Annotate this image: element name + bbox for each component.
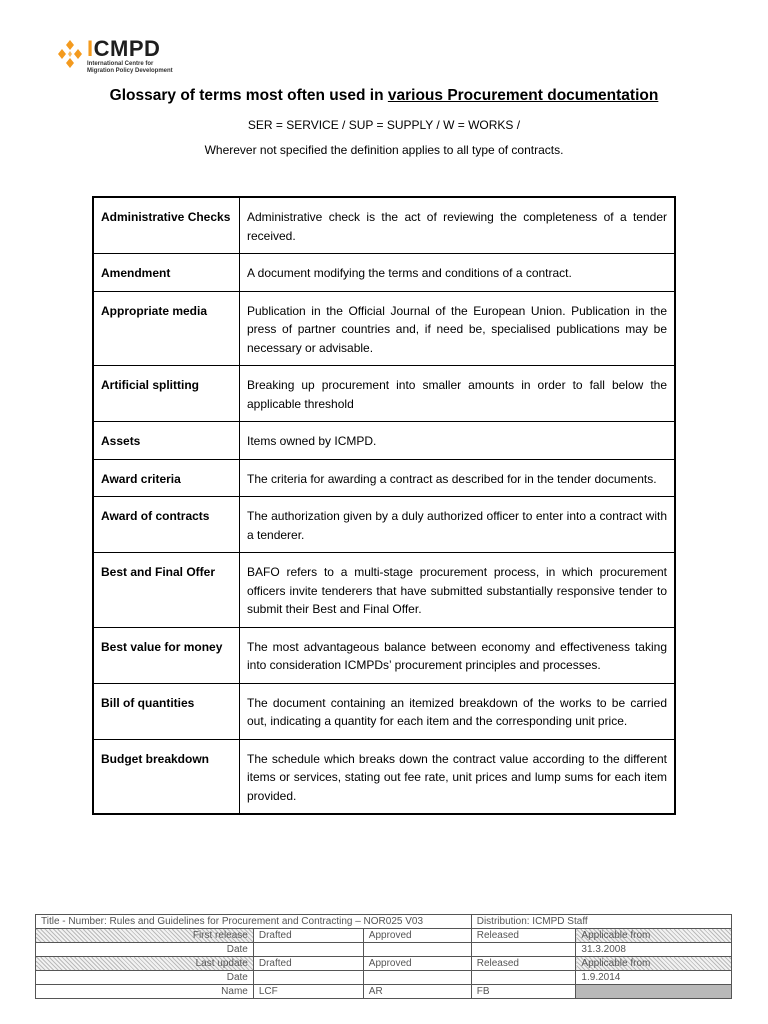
footer-first-date-row bbox=[36, 943, 732, 957]
logo-name: ICMPD bbox=[87, 36, 161, 61]
footer-distribution: Distribution: ICMPD Staff bbox=[471, 915, 731, 929]
footer-update-date-row bbox=[36, 971, 732, 985]
table-row bbox=[93, 739, 675, 814]
glossary-definition: The schedule which breaks down the contract value according to the different items or services, stating out fee rate, unit prices and lump sums for each item provided. bbox=[240, 739, 676, 814]
glossary-definition: Breaking up procurement into smaller amounts in order to fall below the applicable threshold bbox=[240, 366, 676, 422]
footer-last-update-row bbox=[36, 957, 732, 971]
empty-cell bbox=[363, 971, 471, 985]
glossary-table bbox=[92, 196, 676, 815]
icmpd-logo bbox=[57, 38, 173, 75]
glossary-term: Artificial splitting bbox=[93, 366, 240, 422]
drafted-header: Drafted bbox=[253, 929, 363, 943]
glossary-term: Award criteria bbox=[93, 459, 240, 497]
applicable-from-header: Applicable from bbox=[576, 957, 732, 971]
released-name: FB bbox=[471, 985, 576, 999]
glossary-term: Administrative Checks bbox=[93, 197, 240, 254]
applicable-from-header: Applicable from bbox=[576, 929, 732, 943]
definition-note: Wherever not specified the definition applies to all type of contracts. bbox=[204, 143, 564, 157]
table-row bbox=[93, 497, 675, 553]
glossary-term: Bill of quantities bbox=[93, 683, 240, 739]
first-release-label: First release bbox=[36, 929, 254, 943]
released-header: Released bbox=[471, 957, 576, 971]
glossary-term: Best and Final Offer bbox=[93, 553, 240, 628]
glossary-definition: Publication in the Official Journal of the European Union. Publication in the press of partner countries and, if need be, specialised publications may be necessary or advisable. bbox=[240, 291, 676, 366]
logo-subtitle-line2: Migration Policy Development bbox=[87, 68, 173, 74]
approved-header: Approved bbox=[363, 957, 471, 971]
empty-cell bbox=[576, 985, 732, 999]
glossary-term: Best value for money bbox=[93, 627, 240, 683]
page-title bbox=[0, 87, 768, 105]
glossary-term: Budget breakdown bbox=[93, 739, 240, 814]
glossary-definition: Administrative check is the act of reviewing the completeness of a tender received. bbox=[240, 197, 676, 254]
table-row bbox=[93, 422, 675, 460]
glossary-term: Appropriate media bbox=[93, 291, 240, 366]
drafted-header: Drafted bbox=[253, 957, 363, 971]
footer-title: Title - Number: Rules and Guidelines for Procurement and Contracting – NOR025 V03 bbox=[36, 915, 472, 929]
last-update-date: 1.9.2014 bbox=[576, 971, 732, 985]
date-label: Date bbox=[36, 971, 254, 985]
document-control-footer bbox=[35, 914, 732, 999]
title-underlined: various Procurement documentation bbox=[387, 87, 659, 104]
glossary-term: Amendment bbox=[93, 254, 240, 292]
approved-header: Approved bbox=[363, 929, 471, 943]
released-header: Released bbox=[471, 929, 576, 943]
glossary-definition: The authorization given by a duly authorized officer to enter into a contract with a tenderer. bbox=[240, 497, 676, 553]
last-update-label: Last update bbox=[36, 957, 254, 971]
name-label: Name bbox=[36, 985, 254, 999]
empty-cell bbox=[253, 971, 363, 985]
footer-title-row bbox=[36, 915, 732, 929]
footer-name-row bbox=[36, 985, 732, 999]
empty-cell bbox=[363, 943, 471, 957]
table-row bbox=[93, 254, 675, 292]
date-label: Date bbox=[36, 943, 254, 957]
glossary-definition: The document containing an itemized breakdown of the works to be carried out, indicating a quantity for each item and the corresponding unit price. bbox=[240, 683, 676, 739]
title-plain: Glossary of terms most often used in bbox=[109, 87, 388, 104]
glossary-term: Award of contracts bbox=[93, 497, 240, 553]
glossary-term: Assets bbox=[93, 422, 240, 460]
drafted-name: LCF bbox=[253, 985, 363, 999]
glossary-definition: The criteria for awarding a contract as described for in the tender documents. bbox=[240, 459, 676, 497]
abbreviations-line: SER = SERVICE / SUP = SUPPLY / W = WORKS / bbox=[247, 118, 521, 132]
glossary-definition: The most advantageous balance between economy and effectiveness taking into consideration ICMPDs’ procurement principles and processes. bbox=[240, 627, 676, 683]
table-row bbox=[93, 553, 675, 628]
glossary-definition: Items owned by ICMPD. bbox=[240, 422, 676, 460]
footer-first-release-row bbox=[36, 929, 732, 943]
first-release-date: 31.3.2008 bbox=[576, 943, 732, 957]
glossary-definition: A document modifying the terms and conditions of a contract. bbox=[240, 254, 676, 292]
table-row bbox=[93, 366, 675, 422]
icmpd-logo-icon bbox=[57, 39, 83, 69]
empty-cell bbox=[471, 971, 576, 985]
glossary-definition: BAFO refers to a multi-stage procurement process, in which procurement officers invite tenderers that have submitted substantially responsive tender to submit their Best and Final Offer. bbox=[240, 553, 676, 628]
table-row bbox=[93, 459, 675, 497]
approved-name: AR bbox=[363, 985, 471, 999]
table-row bbox=[93, 627, 675, 683]
table-row bbox=[93, 197, 675, 254]
table-row bbox=[93, 683, 675, 739]
logo-subtitle-line1: International Centre for bbox=[87, 61, 154, 67]
empty-cell bbox=[253, 943, 363, 957]
empty-cell bbox=[471, 943, 576, 957]
table-row bbox=[93, 291, 675, 366]
